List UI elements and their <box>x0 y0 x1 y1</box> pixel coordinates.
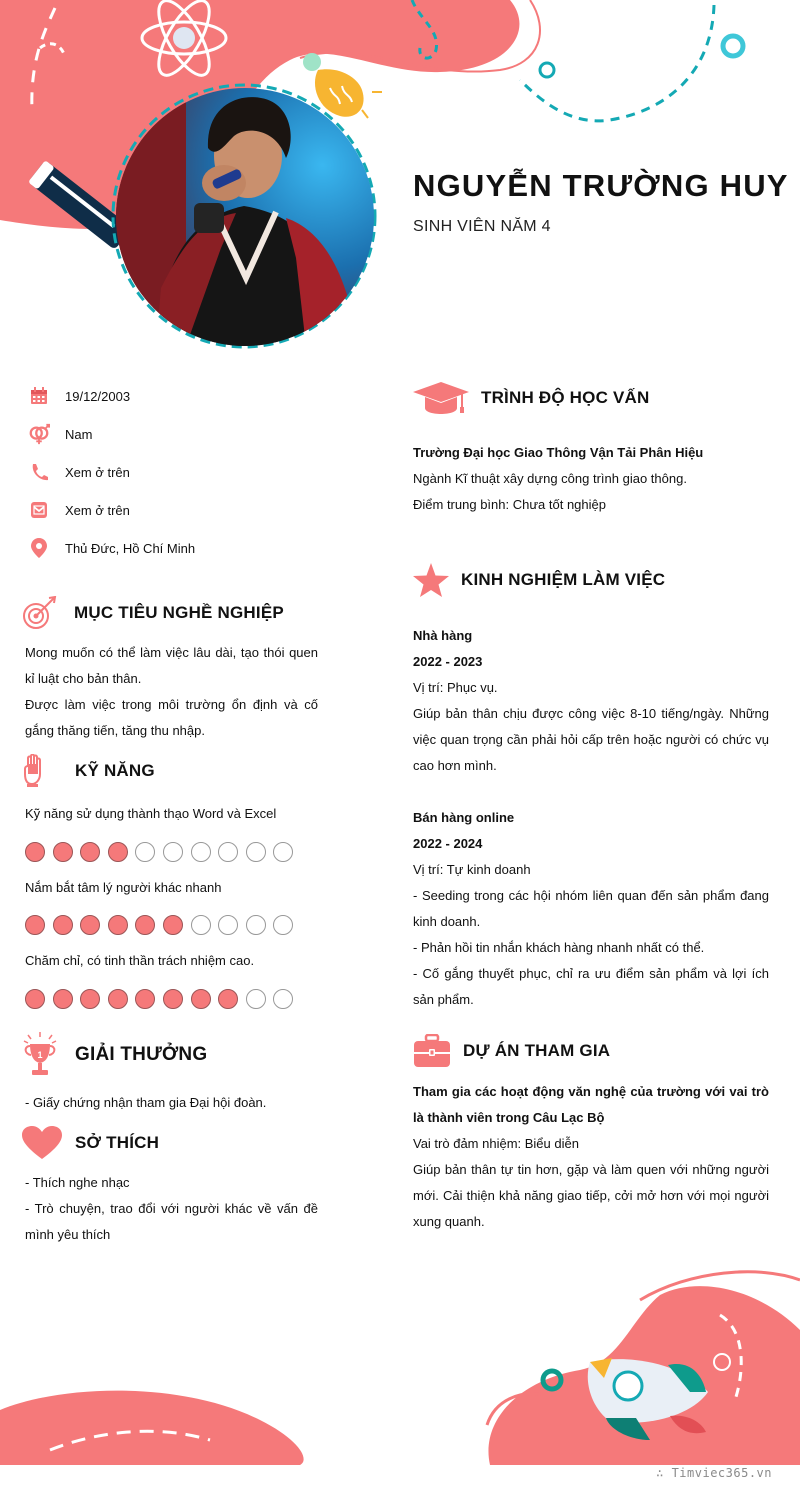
contact-phone <box>28 460 328 484</box>
hobby-item: - Trò chuyện, trao đổi với người khác về vấn đề mình yêu thích <box>25 1201 318 1242</box>
skills-title: KỸ NĂNG <box>75 761 155 780</box>
rating-dot-empty <box>246 989 266 1009</box>
project-detail <box>413 1079 769 1235</box>
rating-dot-empty <box>191 842 211 862</box>
skills-heading <box>22 754 155 788</box>
birthdate-text: 19/12/2003 <box>65 388 131 404</box>
briefcase-icon <box>413 1034 463 1068</box>
awards-title: GIẢI THƯỞNG <box>75 1044 208 1065</box>
svg-text:1: 1 <box>37 1050 43 1060</box>
rating-dot-filled <box>108 989 128 1009</box>
rating-dot-empty <box>218 915 238 935</box>
job-position: Vị trí: Phục vụ. <box>413 680 498 695</box>
rating-dot-empty <box>273 915 293 935</box>
star-icon <box>413 563 461 597</box>
contact-birthdate <box>28 384 328 408</box>
rating-dot-filled <box>163 915 183 935</box>
watermark: ∴ Timviec365.vn <box>656 1466 772 1480</box>
email-text: Xem ở trên <box>65 502 130 518</box>
email-icon <box>28 499 50 521</box>
experience-job <box>413 805 769 1013</box>
rating-dot-filled <box>108 915 128 935</box>
location-pin-icon <box>28 537 50 559</box>
rating-dot-filled <box>191 989 211 1009</box>
rating-dot-empty <box>246 842 266 862</box>
school-name: Trường Đại học Giao Thông Vận Tải Phân Hiệu <box>413 445 704 460</box>
skill-rating <box>25 842 293 862</box>
major: Ngành Kĩ thuật xây dựng công trình giao thông. <box>413 471 687 486</box>
trophy-icon <box>22 1032 75 1078</box>
projects-title: DỰ ÁN THAM GIA <box>463 1041 611 1060</box>
rating-dot-empty <box>218 842 238 862</box>
job-period: 2022 - 2023 <box>413 654 483 669</box>
rating-dot-filled <box>53 989 73 1009</box>
experience-heading <box>413 563 665 597</box>
project-description: Giúp bản thân tự tin hơn, gặp và làm quen với những người mới. Cải thiện khả năng giao tiếp, cởi mở hơn với mọi người xung quanh. <box>413 1162 769 1229</box>
skill-label: Nắm bắt tâm lý người khác nhanh <box>25 880 222 895</box>
hobbies-heading <box>22 1126 159 1160</box>
job-description: - Seeding trong các hội nhóm liên quan đến sản phẩm đang kinh doanh. <box>413 888 769 929</box>
rating-dot-filled <box>25 989 45 1009</box>
job-description: - Phản hồi tin nhắn khách hàng nhanh nhất có thể. <box>413 940 705 955</box>
contact-email <box>28 498 328 522</box>
objective-line: Mong muốn có thể làm việc lâu dài, tạo thói quen kỉ luật cho bản thân. <box>25 645 318 686</box>
contact-gender <box>28 422 328 446</box>
rating-dot-filled <box>25 842 45 862</box>
job-description: Giúp bản thân chịu được công việc 8-10 tiếng/ngày. Những việc quan trọng cần phải hỏi cấp trên hoặc người có chức vụ cao hơn mình. <box>413 706 769 773</box>
graduation-cap-icon <box>413 380 481 416</box>
rating-dot-filled <box>108 842 128 862</box>
rating-dot-filled <box>25 915 45 935</box>
gender-icon <box>28 423 50 445</box>
heart-icon <box>22 1126 75 1160</box>
rating-dot-filled <box>53 842 73 862</box>
rating-dot-filled <box>218 989 238 1009</box>
rating-dot-filled <box>163 989 183 1009</box>
education-detail <box>413 440 769 518</box>
phone-text: Xem ở trên <box>65 464 130 480</box>
skill-label: Kỹ năng sử dụng thành thạo Word và Excel <box>25 806 277 821</box>
hobby-item: - Thích nghe nhạc <box>25 1175 130 1190</box>
rating-dot-empty <box>273 989 293 1009</box>
rating-dot-empty <box>163 842 183 862</box>
awards-text: - Giấy chứng nhận tham gia Đại hội đoàn. <box>25 1095 267 1110</box>
education-title: TRÌNH ĐỘ HỌC VẤN <box>481 388 650 407</box>
rating-dot-filled <box>53 915 73 935</box>
projects-heading <box>413 1034 610 1068</box>
calendar-icon <box>28 385 50 407</box>
objective-line: Được làm việc trong môi trường ổn định và cố gắng thăng tiến, tăng thu nhập. <box>25 697 318 738</box>
phone-icon <box>28 461 50 483</box>
job-company: Nhà hàng <box>413 628 473 643</box>
candidate-name: NGUYỄN TRƯỜNG HUY <box>413 168 789 203</box>
gender-text: Nam <box>65 426 93 442</box>
skill-label: Chăm chỉ, có tinh thần trách nhiệm cao. <box>25 953 255 968</box>
skill-rating <box>25 989 293 1009</box>
candidate-role: SINH VIÊN NĂM 4 <box>413 218 551 235</box>
skill-rating <box>25 915 293 935</box>
job-period: 2022 - 2024 <box>413 836 483 851</box>
hand-icon <box>22 754 75 788</box>
gpa: Điểm trung bình: Chưa tốt nghiệp <box>413 497 606 512</box>
rating-dot-filled <box>135 915 155 935</box>
rating-dot-filled <box>80 989 100 1009</box>
awards-heading <box>22 1032 207 1078</box>
rating-dot-filled <box>135 989 155 1009</box>
job-position: Vị trí: Tự kinh doanh <box>413 862 531 877</box>
experience-job <box>413 623 769 779</box>
rating-dot-filled <box>80 842 100 862</box>
rating-dot-empty <box>191 915 211 935</box>
job-description: - Cố gắng thuyết phục, chỉ ra ưu điểm sản phẩm và lợi ích sản phẩm. <box>413 966 769 1007</box>
rating-dot-filled <box>80 915 100 935</box>
objective-text <box>25 640 318 744</box>
job-company: Bán hàng online <box>413 810 515 825</box>
rating-dot-empty <box>135 842 155 862</box>
project-role: Vai trò đảm nhiệm: Biểu diễn <box>413 1136 579 1151</box>
target-icon <box>22 596 74 630</box>
rating-dot-empty <box>273 842 293 862</box>
project-name: Tham gia các hoạt động văn nghệ của trường với vai trò là thành viên trong Câu Lạc Bộ <box>413 1084 769 1125</box>
profile-photo <box>116 88 374 346</box>
rating-dot-empty <box>246 915 266 935</box>
experience-title: KINH NGHIỆM LÀM VIỆC <box>461 570 666 589</box>
objective-title: MỤC TIÊU NGHỀ NGHIỆP <box>74 603 284 622</box>
education-heading <box>413 380 649 416</box>
hobbies-text <box>25 1170 318 1248</box>
contact-address <box>28 536 328 560</box>
hobbies-title: SỞ THÍCH <box>75 1133 160 1152</box>
objective-heading <box>22 596 284 630</box>
address-text: Thủ Đức, Hồ Chí Minh <box>65 540 196 556</box>
